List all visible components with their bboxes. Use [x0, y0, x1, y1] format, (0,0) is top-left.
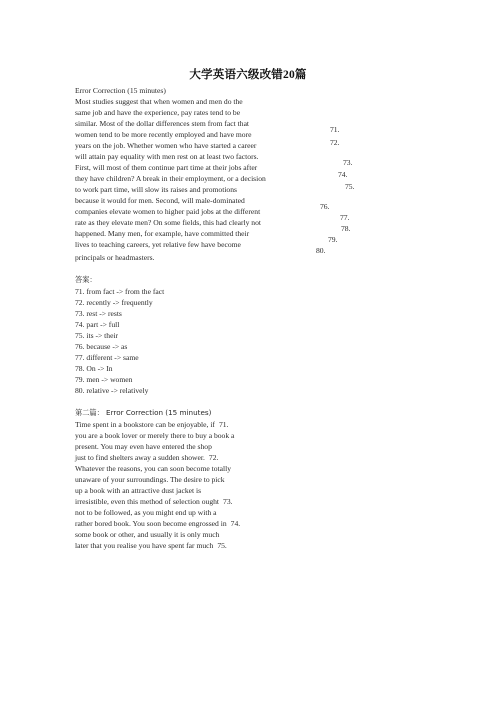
answer-item-71: 71. from fact -> from the fact — [75, 287, 165, 296]
section2-line-9: not to be followed, as you might end up with a — [75, 508, 217, 517]
section1-line-14: lives to teaching careers, yet relative few have become — [75, 240, 241, 249]
section2-line-12: later that you realise you have spent far much 75. — [75, 541, 227, 550]
line-number-72: 72. — [208, 453, 219, 462]
section1-line-12: rate as they elevate men? On some fields, this had clearly not — [75, 218, 261, 227]
line-number-72: 72. — [330, 138, 340, 147]
section1-line-7: First, will most of them continue part time at their jobs after — [75, 163, 258, 172]
line-number-71: 71. — [218, 420, 229, 429]
line-number-71: 71. — [330, 125, 340, 134]
section1-heading: Error Correction (15 minutes) — [75, 86, 166, 95]
section2-line-5: Whatever the reasons, you can soon become totally — [75, 464, 232, 473]
section2-line-3: present. You may even have entered the shop — [75, 442, 212, 451]
line-number-75: 75. — [345, 182, 355, 191]
section1-line-6: will attain pay equality with men rest on at least two factors. — [75, 152, 259, 161]
section2-line-4: just to find shelters away a sudden shower. 72. — [75, 453, 219, 462]
section1-line-10: because it would for men. Second, will male-dominated — [75, 196, 245, 205]
answer-item-78: 78. On -> In — [75, 364, 113, 373]
page-title: 大学英语六级改错20篇 — [189, 69, 307, 81]
answer-item-79: 79. men -> women — [75, 375, 133, 384]
section1-line-11: companies elevate women to higher paid jobs at the different — [75, 207, 261, 216]
answer-item-77: 77. different -> same — [75, 353, 139, 362]
answers-heading: 答案： — [75, 275, 97, 284]
answer-item-73: 73. rest -> rests — [75, 309, 122, 318]
section2-line-2: you are a book lover or merely there to buy a book a — [75, 431, 235, 440]
line-number-79: 79. — [328, 235, 338, 244]
answer-item-72: 72. recently -> frequently — [75, 298, 153, 307]
section1-line-9: to work part time, will slow its raises and promotions — [75, 185, 237, 194]
line-number-75: 75. — [217, 541, 227, 550]
answer-item-75: 75. its -> their — [75, 331, 119, 340]
answer-item-80: 80. relative -> relatively — [75, 386, 149, 395]
section2-heading: 第二篇： Error Correction (15 minutes) — [75, 408, 212, 417]
section1-line-8: they have children? A break in their employment, or a decision — [75, 174, 266, 183]
section1-line-13: happened. Many men, for example, have committed their — [75, 229, 250, 238]
section2-line-11: some book or other, and usually it is only much — [75, 530, 220, 539]
line-number-77: 77. — [340, 213, 350, 222]
answer-item-74: 74. part -> full — [75, 320, 120, 329]
answer-item-76: 76. because -> as — [75, 342, 128, 351]
section1-line-5: years on the job. Whether women who have started a career — [75, 141, 257, 150]
section1-line-2: same job and have the experience, pay rates tend to be — [75, 108, 241, 117]
line-number-80: 80. — [316, 246, 326, 255]
line-number-73: 73. — [343, 158, 353, 167]
line-number-78: 78. — [341, 224, 351, 233]
section2-line-1: Time spent in a bookstore can be enjoyable, if 71. — [75, 420, 229, 429]
section2-line-6: unaware of your surroundings. The desire to pick — [75, 475, 225, 484]
line-number-74: 74. — [230, 519, 241, 528]
section1-line-3: similar. Most of the dollar differences stem from fact that — [75, 119, 250, 128]
line-number-74: 74. — [338, 170, 348, 179]
section2-line-7: up a book with an attractive dust jacket is — [75, 486, 202, 495]
section1-line-15: principals or headmasters. — [75, 253, 155, 262]
section1-line-1: Most studies suggest that when women and men do the — [75, 97, 243, 106]
line-number-73: 73. — [223, 497, 233, 506]
section2-line-8: irresistible, even this method of selection ought 73. — [75, 497, 233, 506]
section1-line-4: women tend to be more recently employed and have more — [75, 130, 252, 139]
section2-line-10: rather bored book. You soon become engrossed in 74. — [75, 519, 241, 528]
line-number-76: 76. — [320, 202, 330, 211]
